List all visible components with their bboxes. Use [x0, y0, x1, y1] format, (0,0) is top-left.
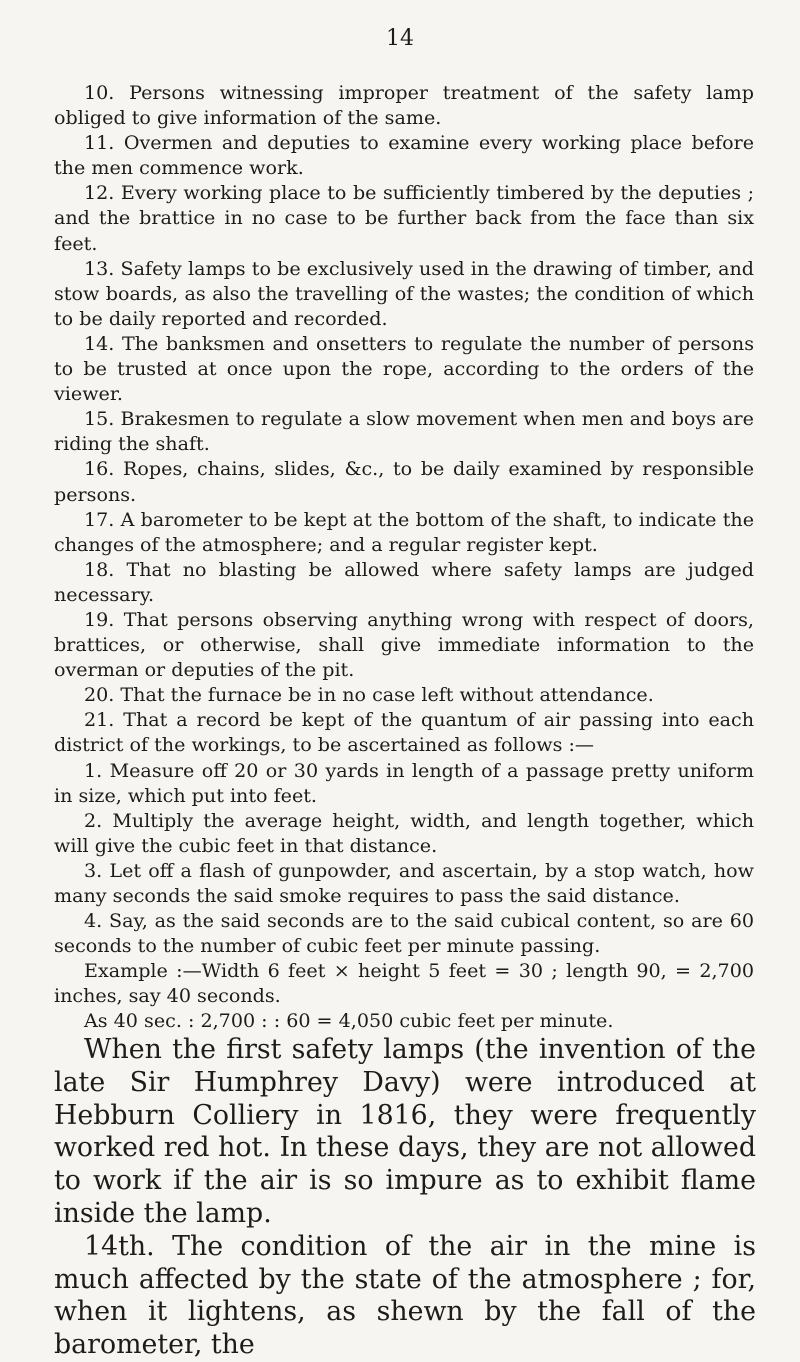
example-line: Example :—Width 6 feet × height 5 feet = 30 ; length 90, = 2,700 inches, say 40 seconds. [54, 959, 754, 1008]
rule-10: 10. Persons witnessing improper treatment of the safety lamp obliged to give information of the same. [54, 81, 754, 130]
narrative-paragraph: 14th. The condition of the air in the mine is much affected by the state of the atmosphere ; for, when it lightens, as shewn by the fall of the barometer, the [54, 1230, 756, 1361]
rule-12: 12. Every working place to be sufficiently timbered by the deputies ; and the brattice in no case to be further back from the face than six feet. [54, 181, 754, 255]
method-step-4: 4. Say, as the said seconds are to the said cubical content, so are 60 seconds to the number of cubic feet per minute passing. [54, 909, 754, 958]
rule-13: 13. Safety lamps to be exclusively used in the drawing of timber, and stow boards, as also the travelling of the wastes; the condition of which to be daily reported and recorded. [54, 256, 754, 330]
method-step-3: 3. Let off a flash of gunpowder, and ascertain, by a stop watch, how many seconds the said smoke requires to pass the said distance. [54, 858, 754, 907]
rule-15: 15. Brakesmen to regulate a slow movement when men and boys are riding the shaft. [54, 407, 754, 456]
rule-14: 14. The banksmen and onsetters to regulate the number of persons to be trusted at once upon the rope, according to the orders of the viewer. [54, 331, 754, 406]
page-number: 14 [386, 26, 414, 51]
rule-16: 16. Ropes, chains, slides, &c., to be daily examined by responsible persons. [54, 457, 754, 506]
rules-section [54, 80, 754, 1034]
rule-11: 11. Overmen and deputies to examine every working place before the men commence work. [54, 131, 754, 180]
rule-19: 19. That persons observing anything wrong with respect of doors, brattices, or otherwise, shall give immediate information to the overman or deputies of the pit. [54, 607, 754, 682]
rule-20: 20. That the furnace be in no case left without attendance. [84, 683, 654, 707]
rule-21: 21. That a record be kept of the quantum of air passing into each district of the workings, to be ascertained as follows :— [54, 708, 754, 757]
method-step-1: 1. Measure off 20 or 30 yards in length of a passage pretty uniform in size, which put into feet. [54, 758, 754, 807]
rule-18: 18. That no blasting be allowed where safety lamps are judged necessary. [54, 557, 754, 606]
narrative-section [54, 1034, 756, 1362]
method-step-2: 2. Multiply the average height, width, and length together, which will give the cubic feet in that distance. [54, 808, 754, 857]
rule-17: 17. A barometer to be kept at the bottom of the shaft, to indicate the changes of the atmosphere; and a regular register kept. [54, 507, 754, 556]
example-calculation: As 40 sec. : 2,700 : : 60 = 4,050 cubic feet per minute. [84, 1009, 614, 1033]
narrative-paragraph: When the first safety lamps (the invention of the late Sir Humphrey Davy) were introduced at Hebburn Colliery in 1816, they were frequently worked red hot. In these days, they are not allowed to work if the air is so impure as to exhibit flame inside the lamp. [54, 1034, 756, 1229]
